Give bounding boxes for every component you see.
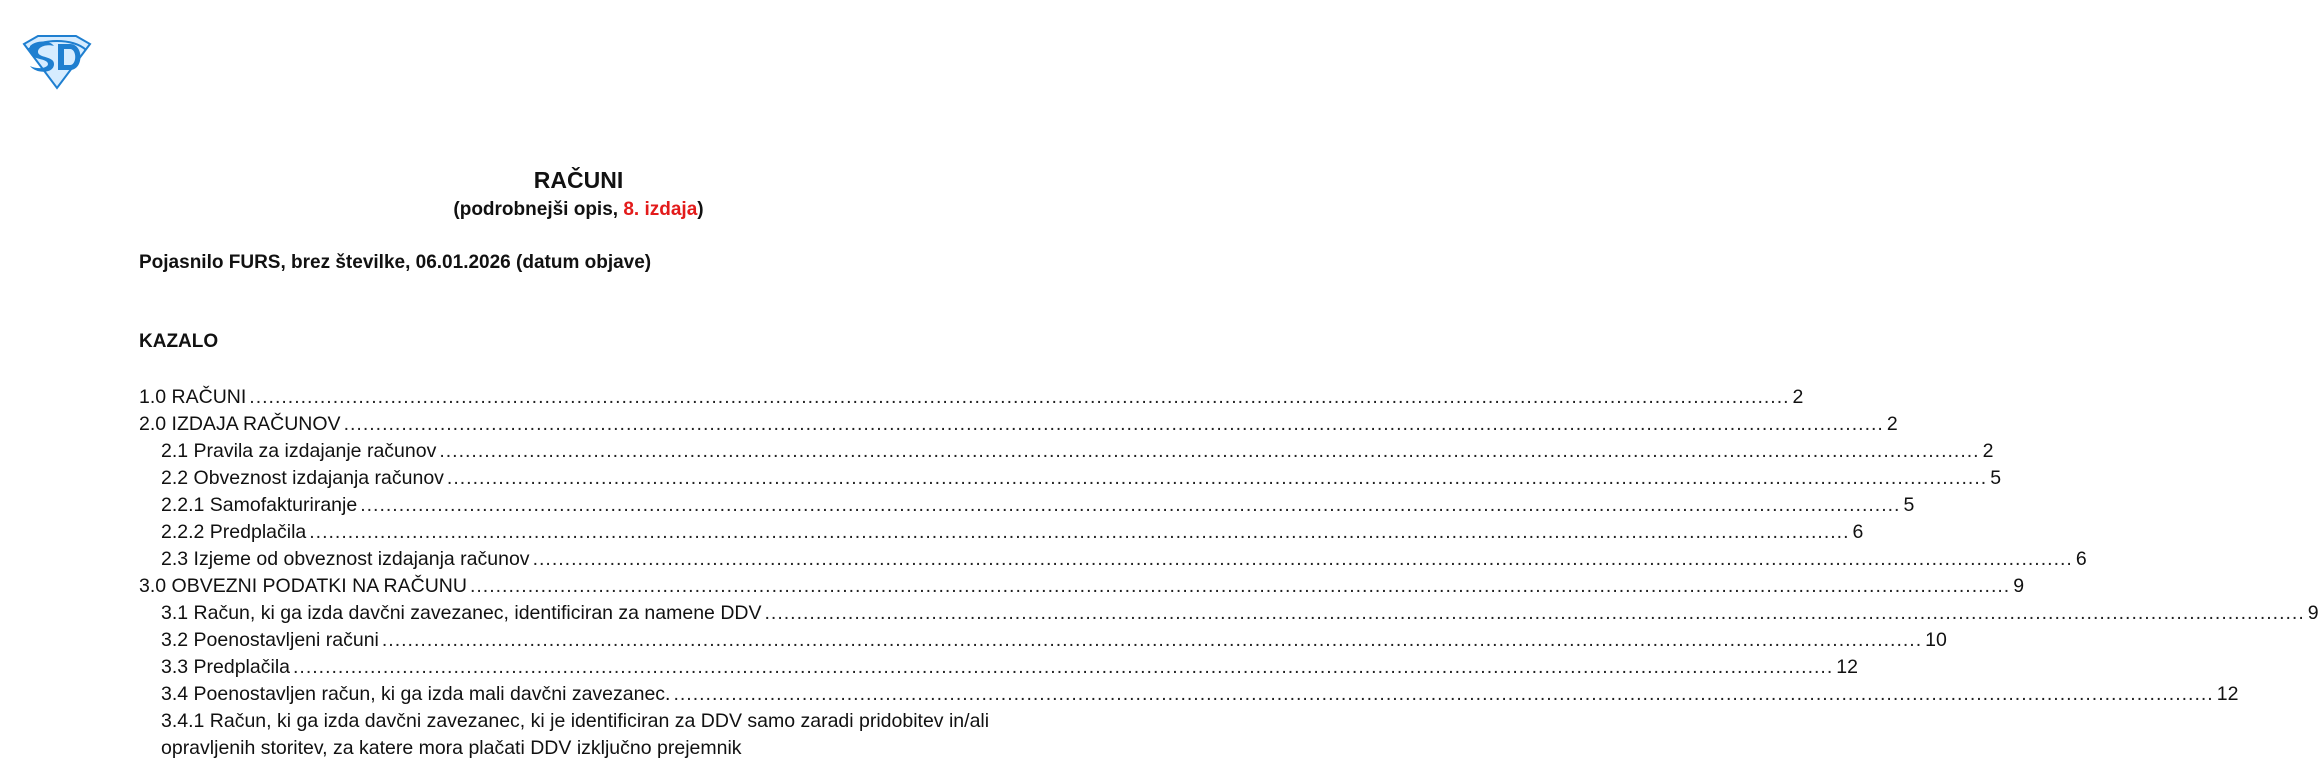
toc-entry[interactable] xyxy=(139,600,2319,627)
toc-entry-page: 10 xyxy=(1925,629,1947,651)
subtitle-prefix: (podrobnejši opis, xyxy=(453,199,624,220)
toc-entry-label: 2.2.1 Samofakturiranje xyxy=(161,494,358,516)
toc-leader-dots xyxy=(344,411,1884,438)
toc-leader-dots xyxy=(293,654,1833,681)
toc-entry[interactable] xyxy=(139,519,1864,546)
toc-entry[interactable] xyxy=(139,438,1994,465)
toc-entry-page: 5 xyxy=(1990,467,2002,489)
toc-leader-dots xyxy=(470,573,2010,600)
toc-leader-dots xyxy=(249,384,1789,411)
toc-leader-dots xyxy=(360,492,1900,519)
toc-entry[interactable] xyxy=(139,681,2239,708)
toc-entry-label: 2.2 Obveznost izdajanja računov xyxy=(161,467,444,489)
toc-entry-page: 12 xyxy=(1836,656,1858,678)
toc-heading: KAZALO xyxy=(139,331,219,352)
toc-entry[interactable] xyxy=(139,492,1915,519)
edition-number: 8. izdaja xyxy=(623,199,698,220)
toc-entry[interactable] xyxy=(139,411,1898,438)
toc-leader-dots xyxy=(447,465,1987,492)
toc-entry-label: 3.0 OBVEZNI PODATKI NA RAČUNU xyxy=(139,575,467,597)
toc-entry-label: 2.1 Pravila za izdajanje računov xyxy=(161,440,437,462)
toc-entry[interactable] xyxy=(139,573,2025,600)
toc-entry-page: 9 xyxy=(2013,575,2025,597)
toc-entry[interactable] xyxy=(139,384,1804,411)
toc-entry-label: 3.1 Račun, ki ga izda davčni zavezanec, identificiran za namene DDV xyxy=(161,602,762,624)
toc-leader-dots xyxy=(439,438,1979,465)
table-of-contents xyxy=(139,384,2319,762)
toc-entry-page: 6 xyxy=(2075,548,2087,570)
toc-entry[interactable] xyxy=(139,654,1858,681)
toc-entry-label: 2.0 IZDAJA RAČUNOV xyxy=(139,413,341,435)
logo-icon xyxy=(20,34,94,90)
subtitle-suffix: ) xyxy=(697,199,704,220)
toc-leader-dots xyxy=(382,627,1922,654)
toc-entry-label: 3.4 Poenostavljen račun, ki ga izda mali davčni zavezanec. xyxy=(161,683,671,705)
toc-entry[interactable] xyxy=(139,627,1947,654)
toc-entry-page: 6 xyxy=(1852,521,1864,543)
toc-leader-dots xyxy=(765,600,2305,627)
toc-entry-label: 1.0 RAČUNI xyxy=(139,386,247,408)
toc-entry-label: 2.3 Izjeme od obveznost izdajanja računov xyxy=(161,548,530,570)
toc-entry-page: 2 xyxy=(1792,386,1804,408)
toc-entry[interactable] xyxy=(139,465,2002,492)
toc-entry-page: 2 xyxy=(1982,440,1994,462)
toc-entry-label: 3.3 Predplačila xyxy=(161,656,290,678)
toc-leader-dots xyxy=(309,519,1849,546)
toc-entry-page: 5 xyxy=(1903,494,1915,516)
toc-entry-label: 2.2.2 Predplačila xyxy=(161,521,307,543)
toc-leader-dots xyxy=(533,546,2073,573)
source-line: Pojasnilo FURS, brez številke, 06.01.2026 (datum objave) xyxy=(139,252,652,273)
toc-entry-label: 3.2 Poenostavljeni računi xyxy=(161,629,379,651)
toc-entry[interactable] xyxy=(139,546,2087,573)
toc-entry-page: 2 xyxy=(1886,413,1898,435)
toc-entry-label: 3.4.1 Račun, ki ga izda davčni zavezanec, ki je identificiran za DDV samo zaradi pridobitev in/ali opravljenih storitev, za katere mora plačati DDV izključno prejemnik xyxy=(161,710,990,759)
toc-entry[interactable] xyxy=(139,708,1019,762)
document-title: RAČUNI xyxy=(533,167,624,193)
toc-entry-page: 12 xyxy=(2216,683,2239,705)
toc-leader-dots xyxy=(673,681,2213,708)
toc-entry-page: 9 xyxy=(2307,602,2319,624)
document-subtitle xyxy=(0,198,1157,222)
